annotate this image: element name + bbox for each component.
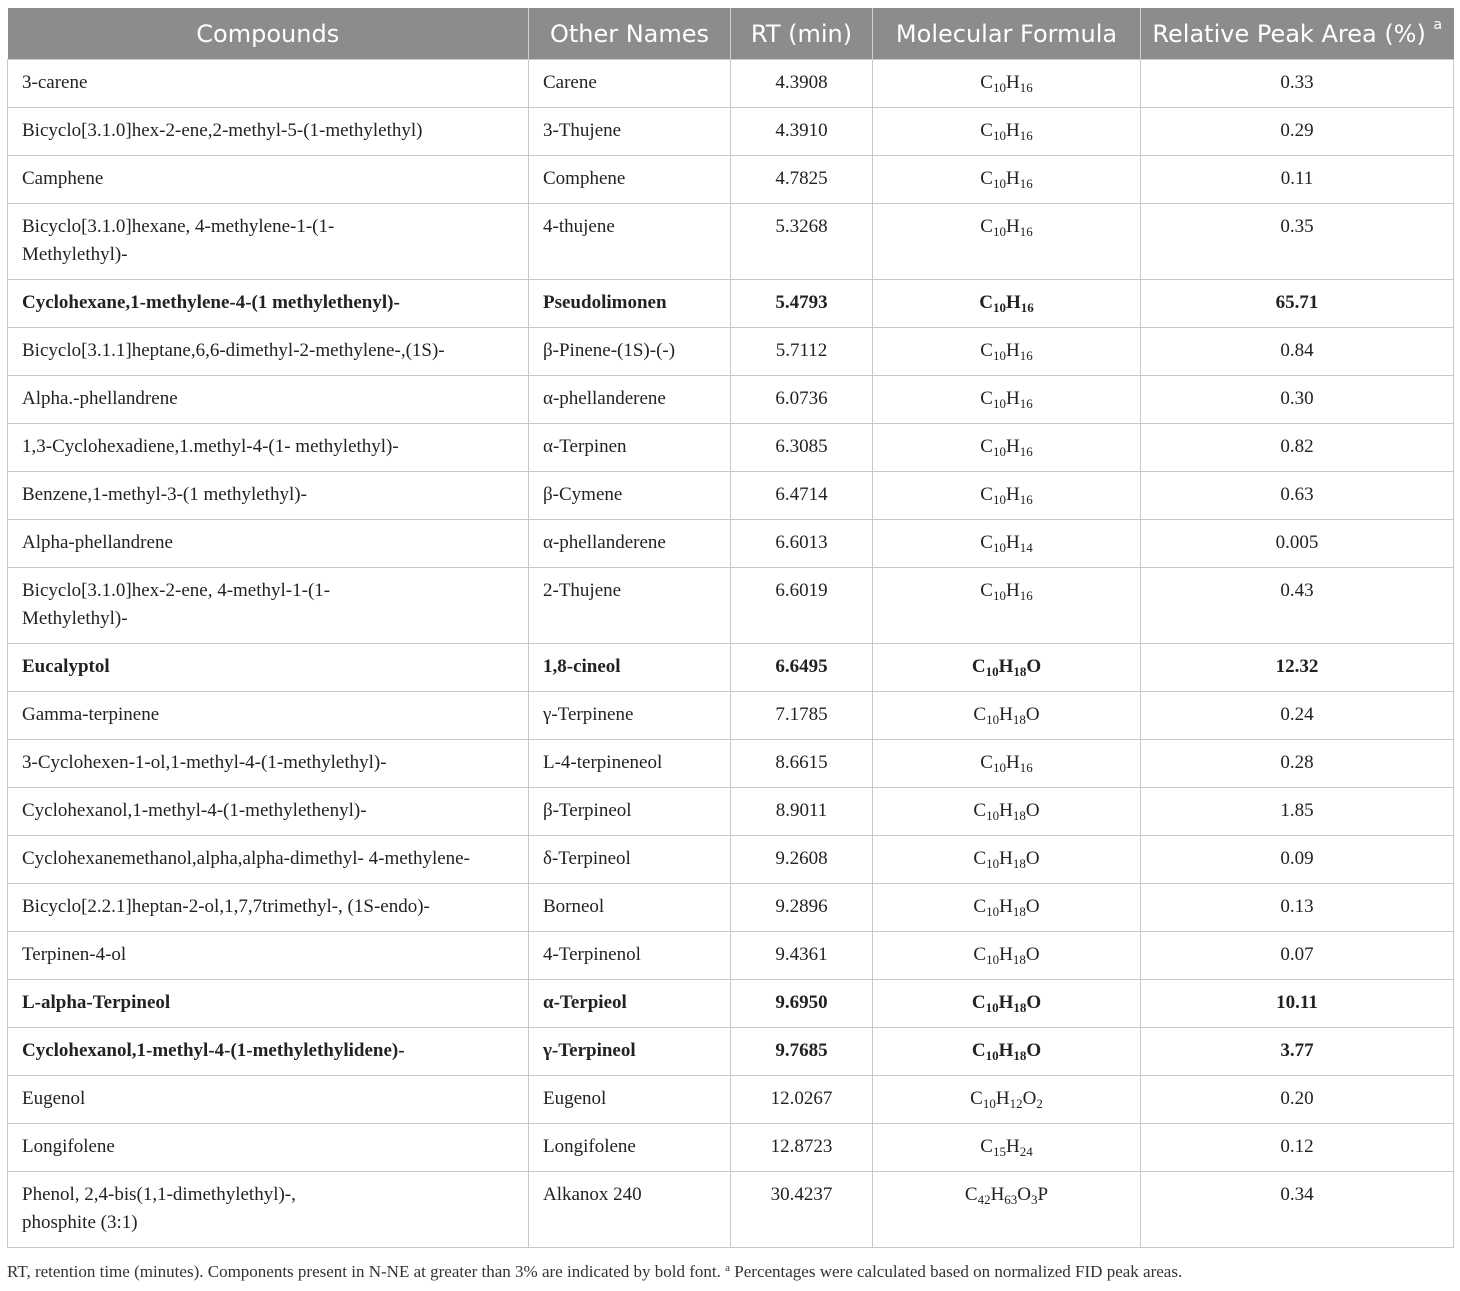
other-name-cell: Borneol bbox=[529, 884, 731, 932]
table-row bbox=[8, 692, 1454, 740]
compound-cell bbox=[8, 740, 529, 788]
formula-element: O bbox=[1025, 848, 1040, 869]
table-row bbox=[8, 1124, 1454, 1172]
formula-element: H bbox=[1005, 340, 1020, 361]
other-name-cell: Eugenol bbox=[529, 1076, 731, 1124]
compound-name: L-alpha-Terpineol bbox=[22, 992, 171, 1013]
table-row bbox=[8, 788, 1454, 836]
other-name-cell: δ-Terpineol bbox=[529, 836, 731, 884]
rt-cell: 9.2608 bbox=[731, 836, 873, 884]
table-row bbox=[8, 156, 1454, 204]
formula-element: H bbox=[1005, 752, 1020, 773]
compound-cell bbox=[8, 472, 529, 520]
rt-cell: 4.3910 bbox=[731, 108, 873, 156]
compound-name: phosphite (3:1) bbox=[22, 1212, 138, 1233]
formula-element: H bbox=[998, 1040, 1014, 1061]
formula-element: C bbox=[973, 704, 987, 725]
rt-cell: 6.0736 bbox=[731, 376, 873, 424]
compound-cell bbox=[8, 1076, 529, 1124]
formula-subscript: 10 bbox=[992, 300, 1006, 315]
formula-element: O bbox=[1026, 1040, 1042, 1061]
formula-element: C bbox=[980, 484, 993, 505]
formula-element: O bbox=[1025, 944, 1040, 965]
formula-element: H bbox=[1005, 436, 1020, 457]
formula-subscript: 18 bbox=[1012, 952, 1026, 967]
formula-subscript: 16 bbox=[1019, 588, 1033, 603]
formula-element: H bbox=[1005, 1136, 1020, 1157]
compound-name: Bicyclo[3.1.0]hex-2-ene, 4-methyl-1-(1- bbox=[22, 580, 331, 601]
formula-element: O bbox=[1026, 656, 1042, 677]
formula-element: P bbox=[1037, 1184, 1049, 1205]
peak-area-cell: 0.34 bbox=[1141, 1172, 1454, 1248]
formula-element: O bbox=[1022, 1088, 1037, 1109]
table-row bbox=[8, 1028, 1454, 1076]
table-row bbox=[8, 884, 1454, 932]
formula-subscript: 10 bbox=[992, 348, 1006, 363]
formula-subscript: 15 bbox=[992, 1144, 1006, 1159]
formula-element: H bbox=[999, 800, 1013, 821]
formula-cell bbox=[873, 836, 1141, 884]
table-footnote bbox=[7, 1262, 1453, 1282]
formula-element: H bbox=[999, 704, 1013, 725]
formula-element: H bbox=[999, 848, 1013, 869]
formula-subscript: 12 bbox=[1009, 1096, 1023, 1111]
peak-area-cell: 0.35 bbox=[1141, 204, 1454, 280]
compound-name: Longifolene bbox=[22, 1136, 115, 1157]
formula-cell bbox=[873, 204, 1141, 280]
compound-name: Terpinen-4-ol bbox=[22, 944, 127, 965]
formula-element: H bbox=[1005, 532, 1020, 553]
formula-element: C bbox=[973, 944, 987, 965]
formula-subscript: 16 bbox=[1019, 396, 1033, 411]
peak-area-cell: 65.71 bbox=[1141, 280, 1454, 328]
formula-subscript: 10 bbox=[992, 224, 1006, 239]
formula-element: H bbox=[1005, 168, 1020, 189]
formula-cell bbox=[873, 108, 1141, 156]
other-name-cell: Carene bbox=[529, 60, 731, 108]
formula-subscript: 16 bbox=[1019, 444, 1033, 459]
other-name-cell: 3-Thujene bbox=[529, 108, 731, 156]
table-row bbox=[8, 60, 1454, 108]
peak-area-cell: 0.20 bbox=[1141, 1076, 1454, 1124]
formula-subscript: 10 bbox=[992, 176, 1006, 191]
formula-subscript: 10 bbox=[985, 1000, 999, 1015]
formula-element: H bbox=[998, 656, 1014, 677]
table-row bbox=[8, 328, 1454, 376]
compound-cell bbox=[8, 932, 529, 980]
formula-subscript: 10 bbox=[992, 444, 1006, 459]
compound-cell bbox=[8, 376, 529, 424]
formula-element: C bbox=[980, 168, 993, 189]
compound-cell bbox=[8, 424, 529, 472]
peak-area-cell: 0.11 bbox=[1141, 156, 1454, 204]
formula-element: H bbox=[999, 944, 1013, 965]
formula-element: C bbox=[980, 532, 993, 553]
compound-cell bbox=[8, 692, 529, 740]
formula-cell bbox=[873, 692, 1141, 740]
compound-cell bbox=[8, 568, 529, 644]
formula-cell bbox=[873, 328, 1141, 376]
formula-cell bbox=[873, 568, 1141, 644]
header-compounds: Compounds bbox=[8, 8, 529, 60]
formula-subscript: 18 bbox=[1013, 1048, 1027, 1063]
header-rt: RT (min) bbox=[731, 8, 873, 60]
formula-element: C bbox=[971, 1040, 986, 1061]
formula-element: C bbox=[980, 388, 993, 409]
formula-element: H bbox=[1005, 484, 1020, 505]
formula-cell bbox=[873, 1076, 1141, 1124]
other-name-cell: β-Pinene-(1S)-(-) bbox=[529, 328, 731, 376]
formula-element: O bbox=[1025, 896, 1040, 917]
formula-element: C bbox=[973, 848, 987, 869]
formula-element: H bbox=[998, 992, 1014, 1013]
formula-subscript: 16 bbox=[1020, 300, 1034, 315]
formula-subscript: 63 bbox=[1004, 1192, 1018, 1207]
formula-element: C bbox=[971, 992, 986, 1013]
formula-subscript: 2 bbox=[1036, 1096, 1043, 1111]
rt-cell: 6.6495 bbox=[731, 644, 873, 692]
peak-area-cell: 0.005 bbox=[1141, 520, 1454, 568]
table-row bbox=[8, 472, 1454, 520]
peak-area-cell: 0.07 bbox=[1141, 932, 1454, 980]
formula-subscript: 18 bbox=[1012, 904, 1026, 919]
formula-cell bbox=[873, 980, 1141, 1028]
peak-area-cell: 0.33 bbox=[1141, 60, 1454, 108]
table-body bbox=[8, 60, 1454, 1248]
peak-area-cell: 0.43 bbox=[1141, 568, 1454, 644]
formula-cell bbox=[873, 424, 1141, 472]
formula-subscript: 10 bbox=[985, 1048, 999, 1063]
footnote-marker: a bbox=[725, 1262, 731, 1274]
compound-name: 3-carene bbox=[22, 72, 88, 93]
compound-cell bbox=[8, 1028, 529, 1076]
peak-area-cell: 0.29 bbox=[1141, 108, 1454, 156]
formula-element: H bbox=[1005, 292, 1021, 313]
header-relative-peak-area bbox=[1141, 8, 1454, 60]
formula-subscript: 18 bbox=[1012, 808, 1026, 823]
other-name-cell: α-Terpieol bbox=[529, 980, 731, 1028]
table-row bbox=[8, 424, 1454, 472]
formula-element: O bbox=[1025, 704, 1040, 725]
table-row bbox=[8, 520, 1454, 568]
formula-cell bbox=[873, 740, 1141, 788]
rt-cell: 5.4793 bbox=[731, 280, 873, 328]
compound-cell bbox=[8, 280, 529, 328]
rt-cell: 6.6019 bbox=[731, 568, 873, 644]
compound-cell bbox=[8, 884, 529, 932]
header-relative-peak-area-label: Relative Peak Area (%) bbox=[1152, 19, 1426, 48]
compound-name: Gamma-terpinene bbox=[22, 704, 160, 725]
compound-cell bbox=[8, 108, 529, 156]
rt-cell: 12.8723 bbox=[731, 1124, 873, 1172]
formula-element: O bbox=[1026, 992, 1042, 1013]
rt-cell: 4.7825 bbox=[731, 156, 873, 204]
formula-cell bbox=[873, 60, 1141, 108]
formula-cell bbox=[873, 1172, 1141, 1248]
compound-name: Camphene bbox=[22, 168, 104, 189]
formula-cell bbox=[873, 644, 1141, 692]
formula-element: C bbox=[980, 216, 993, 237]
formula-element: H bbox=[990, 1184, 1005, 1205]
compound-name: Cyclohexanemethanol,alpha,alpha-dimethyl- 4-methylene- bbox=[22, 848, 470, 869]
formula-subscript: 10 bbox=[986, 712, 1000, 727]
compound-name: Bicyclo[2.2.1]heptan-2-ol,1,7,7trimethyl-, (1S-endo)- bbox=[22, 896, 430, 917]
compound-cell bbox=[8, 156, 529, 204]
rt-cell: 12.0267 bbox=[731, 1076, 873, 1124]
other-name-cell: α-phellanderene bbox=[529, 376, 731, 424]
rt-cell: 30.4237 bbox=[731, 1172, 873, 1248]
peak-area-cell: 0.30 bbox=[1141, 376, 1454, 424]
formula-cell bbox=[873, 520, 1141, 568]
compound-name: Alpha.-phellandrene bbox=[22, 388, 178, 409]
compound-cell bbox=[8, 204, 529, 280]
formula-subscript: 14 bbox=[1019, 540, 1033, 555]
other-name-cell: 4-Terpinenol bbox=[529, 932, 731, 980]
formula-cell bbox=[873, 884, 1141, 932]
compound-name: Eugenol bbox=[22, 1088, 86, 1109]
other-name-cell: Pseudolimonen bbox=[529, 280, 731, 328]
table-row bbox=[8, 1172, 1454, 1248]
other-name-cell: α-Terpinen bbox=[529, 424, 731, 472]
formula-subscript: 10 bbox=[986, 904, 1000, 919]
header-footnote-marker: a bbox=[1433, 16, 1443, 33]
compound-name: Bicyclo[3.1.0]hexane, 4-methylene-1-(1- bbox=[22, 216, 335, 237]
header-molecular-formula: Molecular Formula bbox=[873, 8, 1141, 60]
compound-name: Bicyclo[3.1.0]hex-2-ene,2-methyl-5-(1-methylethyl) bbox=[22, 120, 423, 141]
formula-element: C bbox=[980, 120, 993, 141]
other-name-cell: 4-thujene bbox=[529, 204, 731, 280]
formula-subscript: 16 bbox=[1019, 224, 1033, 239]
formula-element: H bbox=[1005, 580, 1020, 601]
footnote-text: RT, retention time (minutes). Components present in N-NE at greater than 3% are indicated by bold font. bbox=[7, 1262, 721, 1281]
table-row bbox=[8, 568, 1454, 644]
formula-subscript: 10 bbox=[992, 540, 1006, 555]
peak-area-cell: 10.11 bbox=[1141, 980, 1454, 1028]
formula-subscript: 10 bbox=[992, 396, 1006, 411]
peak-area-cell: 0.13 bbox=[1141, 884, 1454, 932]
rt-cell: 6.4714 bbox=[731, 472, 873, 520]
compound-name: 3-Cyclohexen-1-ol,1-methyl-4-(1-methylethyl)- bbox=[22, 752, 387, 773]
formula-element: C bbox=[980, 752, 993, 773]
table-row bbox=[8, 836, 1454, 884]
compound-cell bbox=[8, 788, 529, 836]
formula-element: H bbox=[1005, 120, 1020, 141]
header-other-names: Other Names bbox=[529, 8, 731, 60]
formula-cell bbox=[873, 156, 1141, 204]
other-name-cell: β-Cymene bbox=[529, 472, 731, 520]
table-row bbox=[8, 644, 1454, 692]
compound-name: Phenol, 2,4-bis(1,1-dimethylethyl)-, bbox=[22, 1184, 296, 1205]
peak-area-cell: 0.82 bbox=[1141, 424, 1454, 472]
formula-subscript: 10 bbox=[986, 808, 1000, 823]
other-name-cell: Alkanox 240 bbox=[529, 1172, 731, 1248]
table-header-row bbox=[8, 8, 1454, 60]
compound-name: Cyclohexanol,1-methyl-4-(1-methylethylidene)- bbox=[22, 1040, 405, 1061]
formula-cell bbox=[873, 280, 1141, 328]
formula-element: O bbox=[1025, 800, 1040, 821]
compound-cell bbox=[8, 1172, 529, 1248]
compound-cell bbox=[8, 980, 529, 1028]
compound-name: Cyclohexane,1-methylene-4-(1 methylethenyl)- bbox=[22, 292, 400, 313]
other-name-cell: α-phellanderene bbox=[529, 520, 731, 568]
formula-element: C bbox=[979, 292, 993, 313]
formula-element: C bbox=[980, 72, 993, 93]
rt-cell: 5.3268 bbox=[731, 204, 873, 280]
table-row bbox=[8, 108, 1454, 156]
compound-name: Cyclohexanol,1-methyl-4-(1-methylethenyl)- bbox=[22, 800, 367, 821]
compounds-table bbox=[7, 8, 1454, 1248]
compound-name: 1,3-Cyclohexadiene,1.methyl-4-(1- methylethyl)- bbox=[22, 436, 399, 457]
formula-cell bbox=[873, 1124, 1141, 1172]
formula-element: C bbox=[980, 340, 993, 361]
formula-subscript: 10 bbox=[982, 1096, 996, 1111]
formula-cell bbox=[873, 932, 1141, 980]
formula-subscript: 16 bbox=[1019, 492, 1033, 507]
formula-element: O bbox=[1017, 1184, 1032, 1205]
formula-cell bbox=[873, 472, 1141, 520]
peak-area-cell: 0.84 bbox=[1141, 328, 1454, 376]
formula-subscript: 10 bbox=[992, 128, 1006, 143]
formula-subscript: 18 bbox=[1013, 664, 1027, 679]
table-row bbox=[8, 740, 1454, 788]
other-name-cell: L-4-terpineneol bbox=[529, 740, 731, 788]
formula-element: C bbox=[980, 580, 993, 601]
formula-element: C bbox=[964, 1184, 978, 1205]
footnote-text-2: Percentages were calculated based on normalized FID peak areas. bbox=[734, 1262, 1183, 1281]
rt-cell: 6.6013 bbox=[731, 520, 873, 568]
formula-subscript: 16 bbox=[1019, 80, 1033, 95]
other-name-cell: β-Terpineol bbox=[529, 788, 731, 836]
compound-name: Bicyclo[3.1.1]heptane,6,6-dimethyl-2-methylene-,(1S)- bbox=[22, 340, 445, 361]
formula-cell bbox=[873, 788, 1141, 836]
formula-subscript: 10 bbox=[992, 80, 1006, 95]
rt-cell: 6.3085 bbox=[731, 424, 873, 472]
formula-subscript: 10 bbox=[986, 952, 1000, 967]
formula-subscript: 18 bbox=[1012, 856, 1026, 871]
formula-subscript: 24 bbox=[1019, 1144, 1033, 1159]
rt-cell: 7.1785 bbox=[731, 692, 873, 740]
compound-name: Methylethyl)- bbox=[22, 244, 128, 265]
rt-cell: 9.7685 bbox=[731, 1028, 873, 1076]
rt-cell: 4.3908 bbox=[731, 60, 873, 108]
compound-name: Alpha-phellandrene bbox=[22, 532, 173, 553]
table-row bbox=[8, 980, 1454, 1028]
other-name-cell: Longifolene bbox=[529, 1124, 731, 1172]
formula-element: C bbox=[973, 896, 987, 917]
other-name-cell: γ-Terpineol bbox=[529, 1028, 731, 1076]
formula-subscript: 10 bbox=[992, 760, 1006, 775]
compound-name: Methylethyl)- bbox=[22, 608, 128, 629]
formula-subscript: 10 bbox=[992, 588, 1006, 603]
formula-element: H bbox=[1005, 216, 1020, 237]
formula-subscript: 42 bbox=[977, 1192, 991, 1207]
other-name-cell: Comphene bbox=[529, 156, 731, 204]
formula-subscript: 3 bbox=[1031, 1192, 1038, 1207]
rt-cell: 8.6615 bbox=[731, 740, 873, 788]
formula-subscript: 16 bbox=[1019, 128, 1033, 143]
compound-cell bbox=[8, 836, 529, 884]
compound-cell bbox=[8, 1124, 529, 1172]
compound-cell bbox=[8, 60, 529, 108]
formula-subscript: 16 bbox=[1019, 348, 1033, 363]
peak-area-cell: 0.24 bbox=[1141, 692, 1454, 740]
compound-name: Benzene,1-methyl-3-(1 methylethyl)- bbox=[22, 484, 307, 505]
formula-element: C bbox=[980, 436, 993, 457]
rt-cell: 8.9011 bbox=[731, 788, 873, 836]
compound-cell bbox=[8, 520, 529, 568]
other-name-cell: 1,8-cineol bbox=[529, 644, 731, 692]
other-name-cell: 2-Thujene bbox=[529, 568, 731, 644]
peak-area-cell: 0.12 bbox=[1141, 1124, 1454, 1172]
formula-subscript: 10 bbox=[986, 856, 1000, 871]
rt-cell: 5.7112 bbox=[731, 328, 873, 376]
formula-element: H bbox=[999, 896, 1013, 917]
formula-subscript: 16 bbox=[1019, 176, 1033, 191]
peak-area-cell: 1.85 bbox=[1141, 788, 1454, 836]
rt-cell: 9.6950 bbox=[731, 980, 873, 1028]
formula-element: C bbox=[970, 1088, 983, 1109]
formula-subscript: 10 bbox=[992, 492, 1006, 507]
compound-name: Eucalyptol bbox=[22, 656, 110, 677]
table-row bbox=[8, 376, 1454, 424]
table-row bbox=[8, 932, 1454, 980]
peak-area-cell: 12.32 bbox=[1141, 644, 1454, 692]
formula-subscript: 10 bbox=[985, 664, 999, 679]
peak-area-cell: 0.09 bbox=[1141, 836, 1454, 884]
table-row bbox=[8, 280, 1454, 328]
compound-cell bbox=[8, 328, 529, 376]
formula-cell bbox=[873, 376, 1141, 424]
formula-element: H bbox=[1005, 72, 1020, 93]
formula-element: H bbox=[995, 1088, 1010, 1109]
rt-cell: 9.4361 bbox=[731, 932, 873, 980]
rt-cell: 9.2896 bbox=[731, 884, 873, 932]
other-name-cell: γ-Terpinene bbox=[529, 692, 731, 740]
table-row bbox=[8, 1076, 1454, 1124]
peak-area-cell: 0.28 bbox=[1141, 740, 1454, 788]
formula-subscript: 18 bbox=[1013, 1000, 1027, 1015]
compound-cell bbox=[8, 644, 529, 692]
formula-subscript: 18 bbox=[1012, 712, 1026, 727]
peak-area-cell: 3.77 bbox=[1141, 1028, 1454, 1076]
formula-cell bbox=[873, 1028, 1141, 1076]
formula-element: C bbox=[971, 656, 986, 677]
peak-area-cell: 0.63 bbox=[1141, 472, 1454, 520]
formula-element: C bbox=[980, 1136, 993, 1157]
formula-subscript: 16 bbox=[1019, 760, 1033, 775]
formula-element: H bbox=[1005, 388, 1020, 409]
formula-element: C bbox=[973, 800, 987, 821]
table-row bbox=[8, 204, 1454, 280]
